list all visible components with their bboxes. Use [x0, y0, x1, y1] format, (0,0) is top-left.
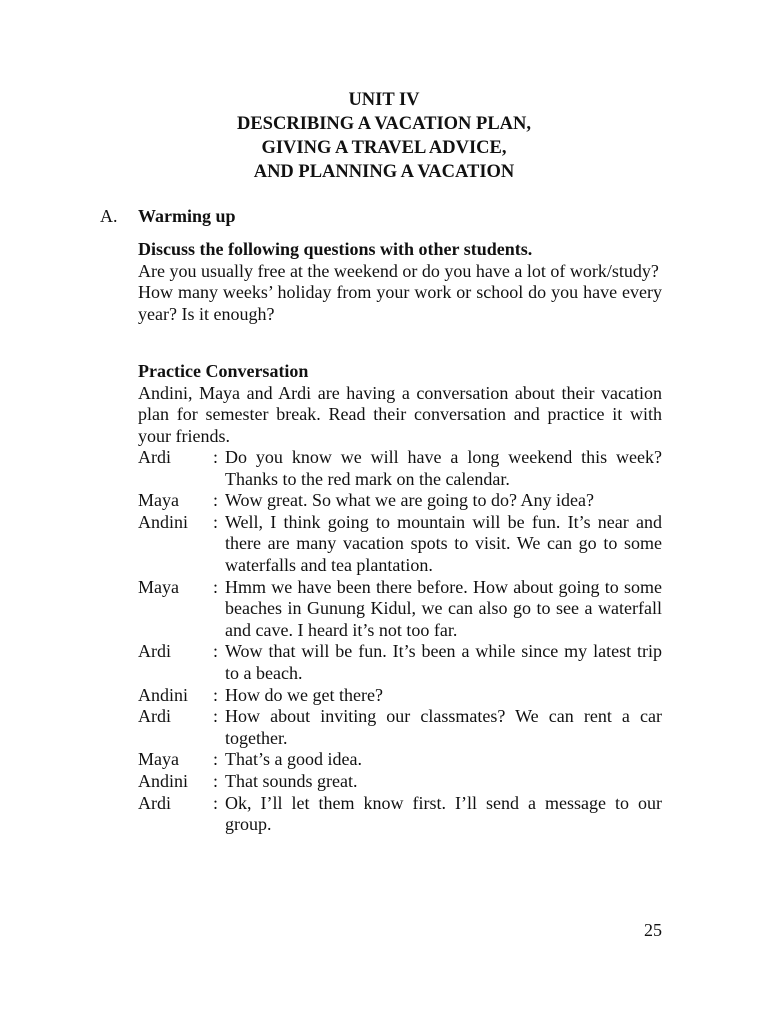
- speaker-separator: :: [213, 684, 219, 705]
- warmup-question: Are you usually free at the weekend or do you have a lot of work/study?: [138, 260, 659, 281]
- speaker-separator: :: [213, 706, 219, 727]
- conversation-row: [138, 490, 662, 512]
- unit-number: UNIT IV: [348, 90, 420, 110]
- speaker-separator: :: [213, 641, 219, 662]
- practice-intro: Andini, Maya and Ardi are having a conversation about their vacation plan for semester break. Read their conversation and practice it with your friends.: [138, 382, 662, 446]
- practice-block: [138, 361, 662, 447]
- speaker-name: Andini: [138, 770, 189, 791]
- dialogue-line: Well, I think going to mountain will be fun. It’s near and there are many vacation spots to visit. We can go to some waterfalls and tea plantation.: [225, 511, 662, 575]
- unit-title: [0, 88, 768, 184]
- conversation-row: [138, 447, 662, 490]
- conversation-row: [138, 641, 662, 684]
- speaker-name: Maya: [138, 576, 179, 597]
- speaker-separator: :: [213, 490, 219, 511]
- dialogue-line: Hmm we have been there before. How about going to some beaches in Gunung Kidul, we can also go to see a waterfall and cave. I heard it’s not too far.: [225, 576, 662, 640]
- conversation-row: [138, 793, 662, 836]
- speaker-separator: :: [213, 770, 219, 791]
- conversation-row: [138, 706, 662, 749]
- unit-title-line: GIVING A TRAVEL ADVICE,: [261, 138, 507, 158]
- conversation-row: [138, 512, 662, 577]
- speaker-name: Ardi: [138, 641, 171, 662]
- speaker-separator: :: [213, 792, 219, 813]
- warmup-question: How many weeks’ holiday from your work or school do you have every year? Is it enough?: [138, 282, 662, 324]
- unit-title-line: DESCRIBING A VACATION PLAN,: [236, 114, 531, 134]
- section-title: Warming up: [138, 206, 236, 226]
- speaker-name: Maya: [138, 749, 179, 770]
- speaker-name: Ardi: [138, 447, 171, 467]
- warmup-instruction: Discuss the following questions with other students.: [138, 239, 533, 259]
- dialogue-line: Do you know we will have a long weekend this week? Thanks to the red mark on the calendar.: [225, 447, 662, 489]
- conversation-row: [138, 771, 662, 793]
- section-letter: A.: [100, 206, 118, 226]
- dialogue-line: That sounds great.: [225, 770, 358, 791]
- conversation-row: [138, 577, 662, 642]
- practice-heading: Practice Conversation: [138, 361, 309, 381]
- dialogue-line: That’s a good idea.: [225, 749, 362, 770]
- dialogue-line: Wow great. So what we are going to do? Any idea?: [225, 490, 594, 511]
- warmup-block: [138, 239, 662, 325]
- speaker-name: Andini: [138, 511, 189, 532]
- speaker-name: Ardi: [138, 792, 171, 813]
- speaker-separator: :: [213, 511, 219, 532]
- conversation-row: [138, 749, 662, 771]
- unit-title-line: AND PLANNING A VACATION: [253, 162, 515, 182]
- speaker-name: Ardi: [138, 706, 171, 727]
- speaker-separator: :: [213, 447, 219, 467]
- dialogue-line: Wow that will be fun. It’s been a while since my latest trip to a beach.: [225, 641, 662, 683]
- conversation-row: [138, 685, 662, 707]
- page-number: 25: [644, 920, 662, 940]
- conversation: [138, 447, 662, 836]
- dialogue-line: Ok, I’ll let them know first. I’ll send a message to our group.: [225, 792, 662, 835]
- speaker-name: Maya: [138, 490, 179, 511]
- dialogue-line: How do we get there?: [225, 684, 383, 705]
- dialogue-line: How about inviting our classmates? We can rent a car together.: [225, 706, 662, 748]
- speaker-separator: :: [213, 749, 219, 770]
- speaker-name: Andini: [138, 684, 189, 705]
- speaker-separator: :: [213, 576, 219, 597]
